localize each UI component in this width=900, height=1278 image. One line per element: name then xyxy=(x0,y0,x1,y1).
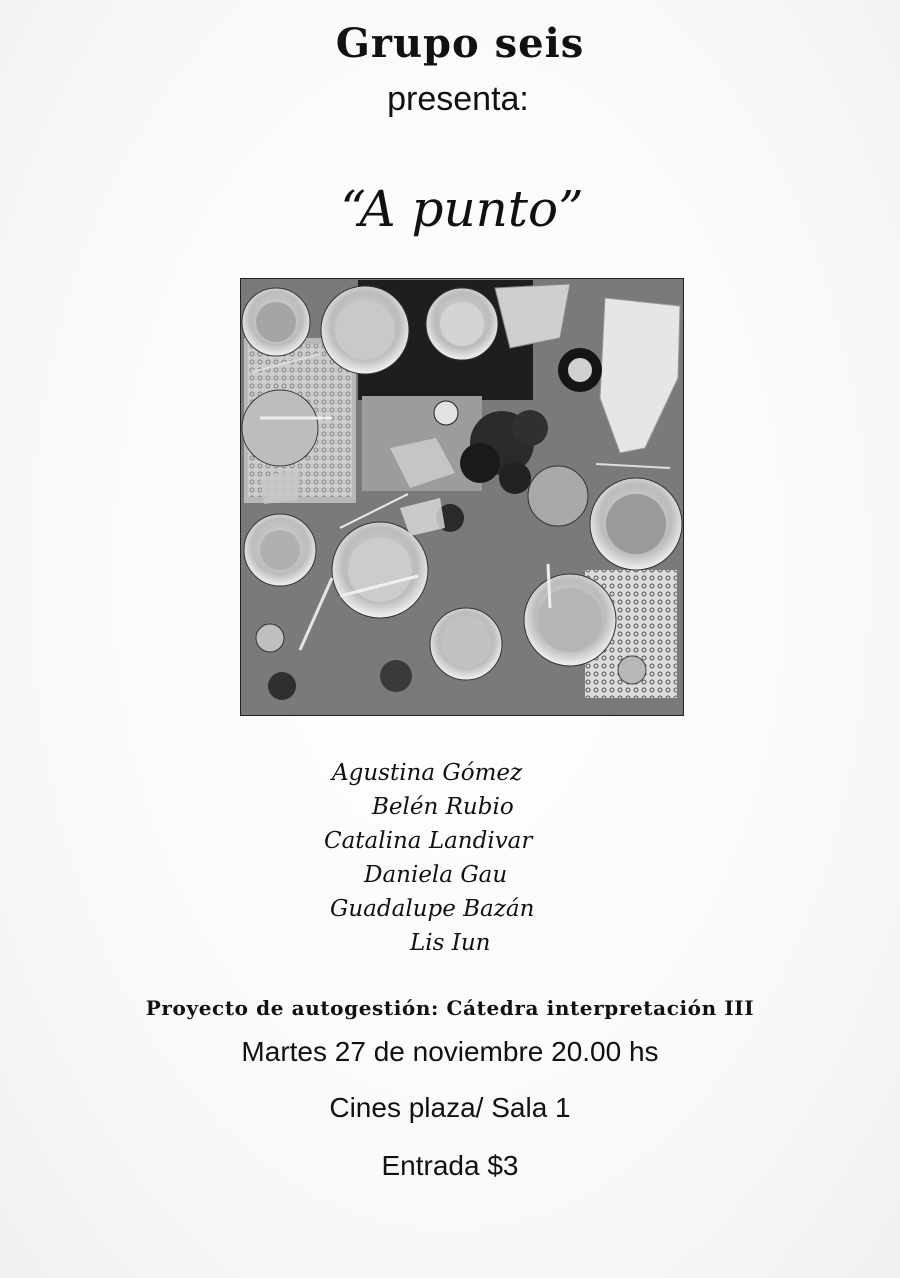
venue-line: Cines plaza/ Sala 1 xyxy=(329,1092,571,1123)
cast-member: Belén Rubio xyxy=(372,794,514,820)
cast-member: Agustina Gómez xyxy=(332,760,523,786)
group-name: Grupo seis xyxy=(335,20,585,67)
table-photo xyxy=(240,278,684,716)
presents-label: presenta: xyxy=(387,80,529,118)
date-line: Martes 27 de noviembre 20.00 hs xyxy=(241,1036,659,1067)
cast-member: Daniela Gau xyxy=(364,862,508,888)
project-line: Proyecto de autogestión: Cátedra interpretación III xyxy=(145,996,755,1020)
entry-price: Entrada $3 xyxy=(381,1150,519,1181)
play-title: “A punto” xyxy=(340,180,584,238)
cast-member: Guadalupe Bazán xyxy=(330,896,535,922)
cast-list xyxy=(300,756,620,960)
cast-member: Catalina Landivar xyxy=(324,828,533,854)
cast-member: Lis Iun xyxy=(410,930,491,956)
